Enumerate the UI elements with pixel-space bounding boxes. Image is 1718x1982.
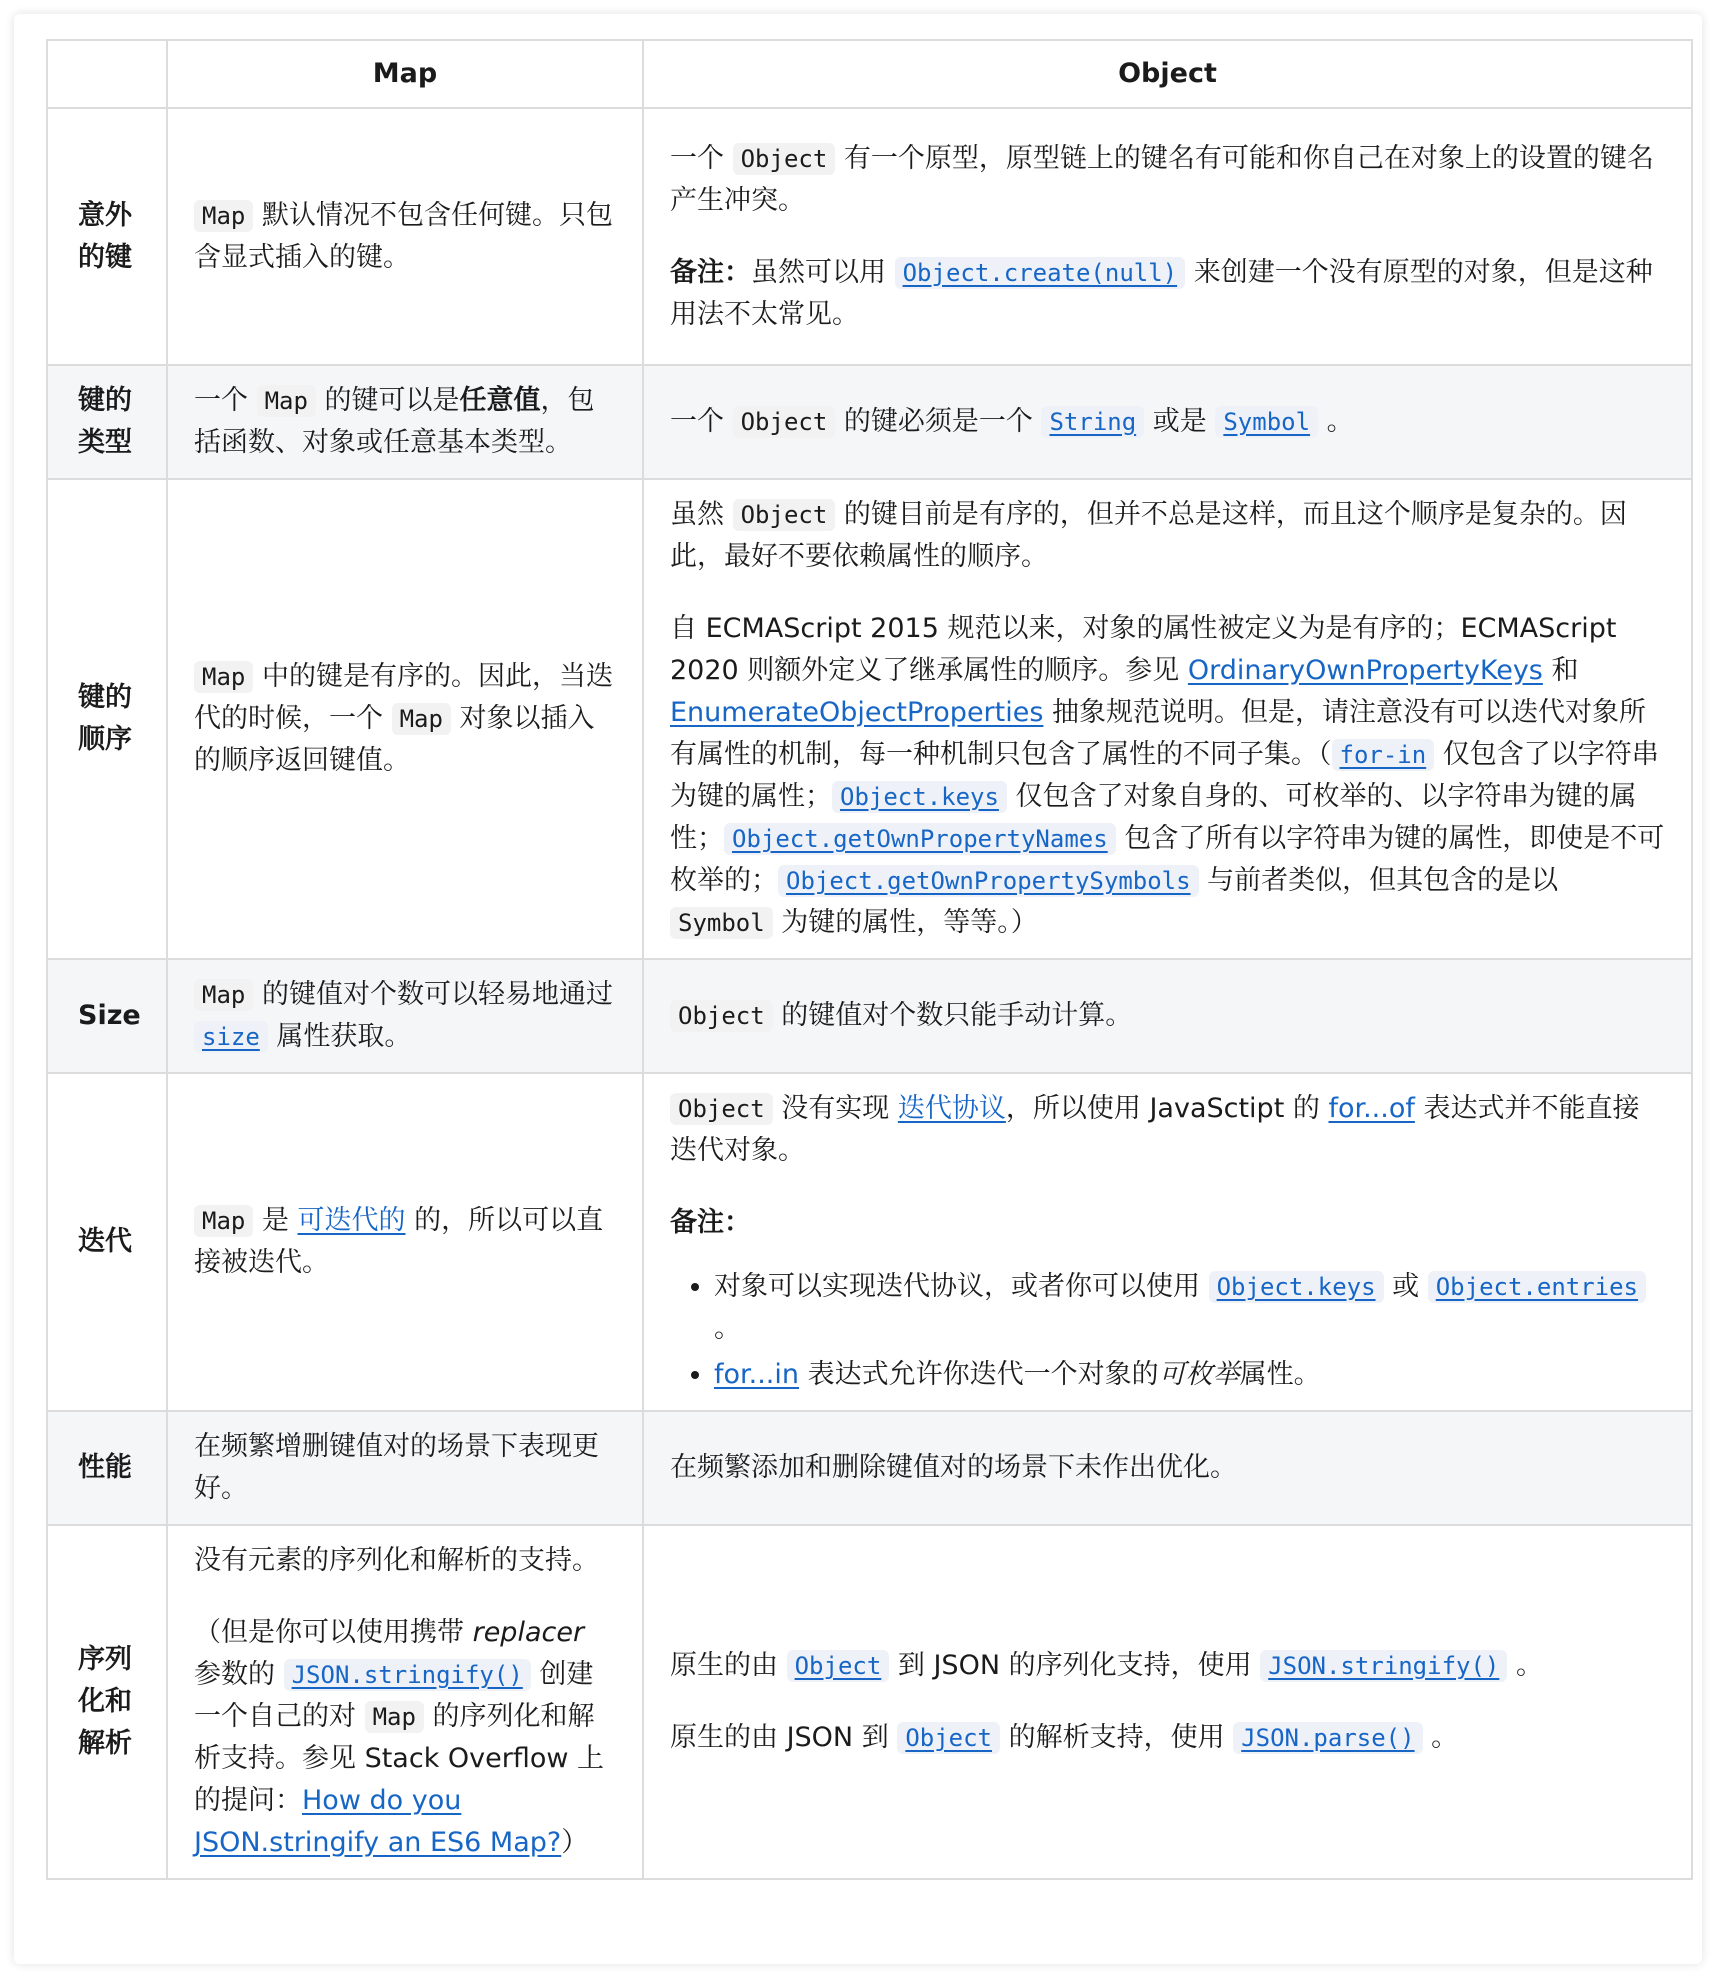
text: 属性获取。 [267, 1021, 412, 1052]
text: 的键可以是 [315, 385, 460, 416]
link-stackoverflow-question[interactable]: How do you JSON.stringify an ES6 Map? [194, 1785, 562, 1858]
row-iteration [47, 1073, 1692, 1411]
text: 的序列化和解析支持。参见 Stack Overflow 上的提问： [194, 1701, 605, 1816]
map-cell [167, 108, 643, 365]
text: 或是 [1144, 406, 1216, 437]
row-performance [47, 1411, 1692, 1525]
text: 是 [253, 1205, 298, 1236]
text: 一个 [670, 406, 733, 437]
text: 和 [1542, 655, 1579, 686]
inline-code: Map [194, 200, 253, 232]
text: ，包括函数、对象或任意基本类型。 [194, 385, 595, 458]
inline-code: Object [733, 143, 836, 175]
row-label: 迭代 [47, 1073, 167, 1411]
row-label: 键的类型 [47, 365, 167, 479]
link-enumerate-object-properties[interactable]: EnumerateObjectProperties [670, 697, 1044, 728]
object-cell [643, 365, 1692, 479]
inline-code: Object [733, 499, 836, 531]
row-key-order [47, 479, 1692, 959]
list-item [714, 1354, 1665, 1396]
link-json-stringify[interactable]: JSON.stringify() [284, 1659, 531, 1691]
row-label: 序列化和解析 [47, 1525, 167, 1879]
text: 到 JSON 的序列化支持，使用 [889, 1650, 1261, 1681]
inline-code: Map [194, 979, 253, 1011]
text: 的键目前是有序的，但并不总是这样，而且这个顺序是复杂的。因此，最好不要依赖属性的顺序。 [670, 499, 1627, 572]
row-label: 键的顺序 [47, 479, 167, 959]
text: 的键值对个数可以轻易地通过 [253, 979, 613, 1010]
text: 。 [714, 1313, 741, 1344]
row-label: 意外的键 [47, 108, 167, 365]
text: 为键的属性，等等。） [772, 907, 1038, 938]
note-paragraph [670, 1202, 1665, 1244]
row-key-types [47, 365, 1692, 479]
text: 一个 [194, 385, 257, 416]
text: 原生的由 [670, 1650, 787, 1681]
inline-code: Object [733, 406, 836, 438]
text: 参数的 [194, 1659, 284, 1690]
row-size [47, 959, 1692, 1073]
note-label: 备注： [670, 256, 751, 288]
map-cell [167, 479, 643, 959]
link-size[interactable]: size [194, 1021, 268, 1053]
text: 来创建一个没有原型的对象，但是这种用法不太常见。 [670, 256, 1653, 330]
inline-code: Map [194, 1205, 253, 1237]
text: 自 ECMAScript 2015 规范以来，对象的属性被定义为是有序的；ECMAScript 2020 则额外定义了继承属性的顺序。参见 [670, 613, 1617, 686]
link-object[interactable]: Object [787, 1650, 890, 1682]
link-symbol[interactable]: Symbol [1215, 406, 1318, 438]
text: ） [561, 1827, 589, 1858]
object-cell: 在频繁添加和删除键值对的场景下未作出优化。 [643, 1411, 1692, 1525]
row-label: 性能 [47, 1411, 167, 1525]
comparison-table [46, 39, 1693, 1880]
text: 属性。 [1239, 1359, 1321, 1390]
inline-code: Object [670, 1000, 773, 1032]
object-cell [643, 479, 1692, 959]
text: 表达式允许你迭代一个对象的 [799, 1359, 1159, 1390]
text: 表达式并不能直接迭代对象。 [670, 1093, 1640, 1166]
text: 或 [1383, 1271, 1428, 1302]
object-cell [643, 959, 1692, 1073]
map-cell [167, 1073, 643, 1411]
inline-code: Map [257, 385, 316, 417]
note-list [670, 1266, 1665, 1396]
text: 包含了所有以字符串为键的属性，即使是不可枚举的； [670, 823, 1665, 896]
link-object-create-null[interactable]: Object.create(null) [895, 257, 1186, 289]
paragraph [194, 1612, 616, 1864]
header-empty-cell [47, 40, 167, 108]
cell-text: 默认情况不包含任何键。只包含显式插入的键。 [194, 199, 613, 273]
text: 。 [1422, 1722, 1459, 1753]
map-cell [167, 365, 643, 479]
object-cell [643, 1525, 1692, 1879]
text: 仅包含了对象自身的、可枚举的、以字符串为键的属性； [670, 781, 1637, 854]
text: 的键值对个数只能手动计算。 [772, 1000, 1133, 1031]
object-cell [643, 108, 1692, 365]
text: 对象可以实现迭代协议，或者你可以使用 [714, 1271, 1209, 1302]
link-for-of[interactable]: for...of [1328, 1093, 1415, 1124]
text: （但是你可以使用携带 [194, 1617, 473, 1648]
inline-code: Object [670, 1093, 773, 1125]
link-object[interactable]: Object [897, 1722, 1000, 1754]
paragraph [670, 1645, 1665, 1687]
map-cell: 在频繁增删键值对的场景下表现更好。 [167, 1411, 643, 1525]
text: 对象以插入的顺序返回键值。 [194, 703, 595, 776]
link-json-stringify[interactable]: JSON.stringify() [1260, 1650, 1507, 1682]
paragraph [670, 494, 1665, 578]
link-json-parse[interactable]: JSON.parse() [1233, 1722, 1422, 1754]
list-item [714, 1266, 1665, 1350]
link-object-entries[interactable]: Object.entries [1428, 1271, 1646, 1303]
paragraph [670, 138, 1665, 222]
text: 原生的由 JSON 到 [670, 1722, 898, 1753]
map-cell [167, 959, 643, 1073]
row-label: Size [47, 959, 167, 1073]
text: 的，所以可以直接被迭代。 [194, 1205, 604, 1278]
text: 的键必须是一个 [835, 406, 1042, 437]
link-ordinary-own-property-keys[interactable]: OrdinaryOwnPropertyKeys [1187, 655, 1543, 686]
text: ，所以使用 JavaSctipt 的 [1005, 1093, 1329, 1124]
link-get-own-property-symbols[interactable]: Object.getOwnPropertySymbols [778, 865, 1199, 897]
text: 的解析支持，使用 [1000, 1722, 1234, 1753]
text: 一个 [670, 142, 733, 174]
text: 创建一个自己的对 [194, 1659, 594, 1732]
paragraph: 没有元素的序列化和解析的支持。 [194, 1545, 599, 1576]
link-for-in[interactable]: for...in [714, 1359, 800, 1390]
header-map: Map [167, 40, 643, 108]
text: 虽然 [670, 499, 733, 530]
link-object-keys[interactable]: Object.keys [832, 781, 1007, 813]
row-serialization [47, 1525, 1692, 1879]
paragraph [670, 1088, 1665, 1172]
link-get-own-property-names[interactable]: Object.getOwnPropertyNames [724, 823, 1116, 855]
inline-code: Map [194, 661, 253, 693]
paragraph [670, 1717, 1665, 1759]
text: 仅包含了以字符串为键的属性； [670, 739, 1659, 812]
emphasis-text: replacer [472, 1617, 585, 1648]
link-string[interactable]: String [1041, 406, 1144, 438]
object-cell [643, 1073, 1692, 1411]
row-accidental-keys [47, 108, 1692, 365]
link-object-keys[interactable]: Object.keys [1209, 1271, 1384, 1303]
text: 与前者类似，但其包含的是以 [1198, 865, 1559, 896]
link-iteration-protocol[interactable]: 迭代协议 [897, 1093, 1006, 1124]
text: 。 [1507, 1650, 1543, 1681]
inline-code: Map [365, 1701, 424, 1733]
map-cell [167, 1525, 643, 1879]
table-header-row [47, 40, 1692, 108]
text: 抽象规范说明。但是，请注意没有可以迭代对象所有属性的机制，每一种机制只包含了属性的不同子集。（ [670, 697, 1647, 770]
paragraph [670, 608, 1665, 944]
note-label: 备注： [670, 1207, 751, 1238]
link-for-in[interactable]: for-in [1332, 739, 1435, 771]
strong-text: 任意值 [459, 385, 541, 416]
text: 虽然可以用 [751, 256, 895, 288]
text: 有一个原型，原型链上的键名有可能和你自己在对象上的设置的键名产生冲突。 [670, 142, 1654, 216]
header-object: Object [643, 40, 1692, 108]
text: 中的键是有序的。因此，当迭代的时候，一个 [194, 661, 613, 734]
note-paragraph [670, 252, 1665, 336]
text: 没有实现 [772, 1093, 898, 1124]
text: 。 [1318, 406, 1354, 437]
emphasis-text: 可枚举 [1158, 1359, 1240, 1390]
inline-code: Symbol [670, 907, 773, 939]
link-iterable[interactable]: 可迭代的 [297, 1205, 406, 1236]
inline-code: Map [392, 703, 451, 735]
